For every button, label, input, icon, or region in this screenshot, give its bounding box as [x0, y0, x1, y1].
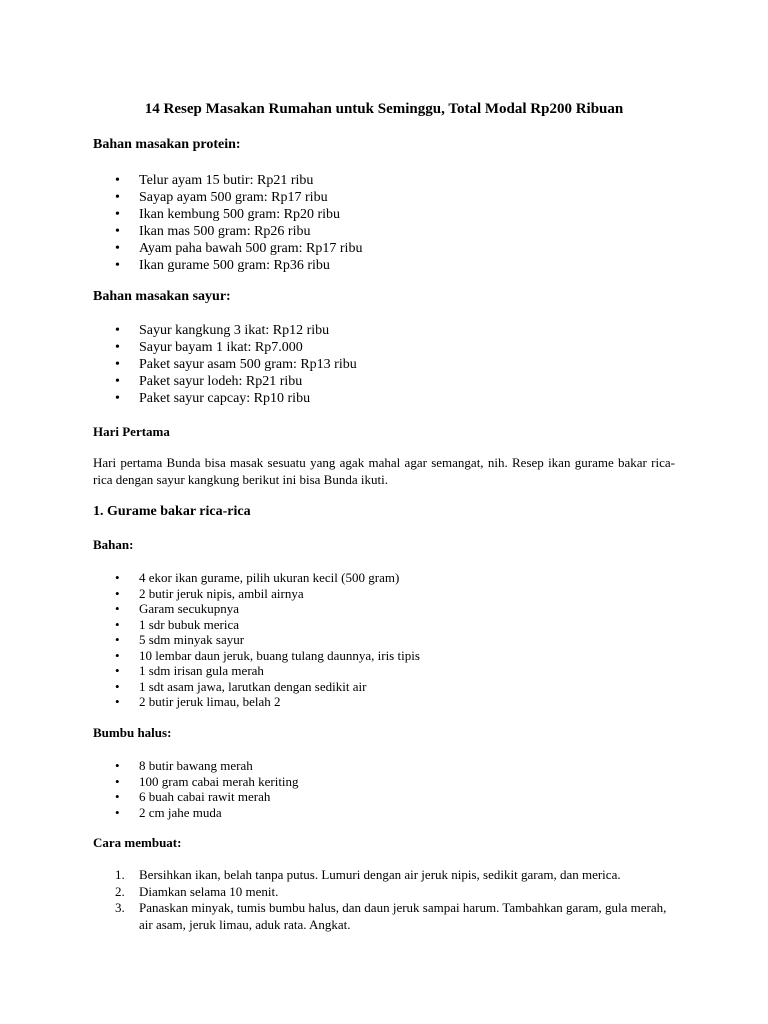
list-item: • Ikan gurame 500 gram: Rp36 ribu	[93, 257, 362, 274]
step-item	[93, 867, 675, 884]
protein-list	[93, 172, 362, 274]
sayur-list	[93, 322, 357, 407]
step-text: Diamkan selama 10 menit.	[139, 883, 279, 899]
cara-list	[93, 867, 675, 933]
list-item: • 100 gram cabai merah keriting	[93, 774, 299, 790]
cara-heading: Cara membuat:	[93, 835, 182, 850]
list-item: • Telur ayam 15 butir: Rp21 ribu	[93, 172, 362, 189]
step-number: 3.	[115, 900, 125, 915]
list-item: • 6 buah cabai rawit merah	[93, 789, 299, 805]
list-item: • Ayam paha bawah 500 gram: Rp17 ribu	[93, 240, 362, 257]
list-item: • Garam secukupnya	[93, 601, 420, 617]
list-item: • 1 sdm irisan gula merah	[93, 663, 420, 679]
step-number: 2.	[115, 883, 125, 899]
list-item: • 4 ekor ikan gurame, pilih ukuran kecil (500 gram)	[93, 570, 420, 586]
hari-pertama-paragraph: Hari pertama Bunda bisa masak sesuatu yang agak mahal agar semangat, nih. Resep ikan gurame bakar rica-rica dengan sayur kangkung berikut ini bisa Bunda ikuti.	[93, 455, 675, 487]
list-item: • Paket sayur asam 500 gram: Rp13 ribu	[93, 356, 357, 373]
hari-pertama-heading: Hari Pertama	[93, 424, 170, 439]
list-item: • Ikan mas 500 gram: Rp26 ribu	[93, 223, 362, 240]
list-item: • 1 sdr bubuk merica	[93, 617, 420, 633]
step-item	[93, 900, 675, 933]
step-text: Bersihkan ikan, belah tanpa putus. Lumuri dengan air jeruk nipis, sedikit garam, dan merica.	[139, 867, 621, 882]
step-item	[93, 884, 675, 901]
recipe-title: 1. Gurame bakar rica-rica	[93, 504, 251, 519]
list-item: • 8 butir bawang merah	[93, 758, 299, 774]
list-item: • 2 cm jahe muda	[93, 805, 299, 821]
list-item: • Paket sayur lodeh: Rp21 ribu	[93, 373, 357, 390]
list-item: • 1 sdt asam jawa, larutkan dengan sedikit air	[93, 679, 420, 695]
bumbu-heading: Bumbu halus:	[93, 725, 172, 740]
document-title: 14 Resep Masakan Rumahan untuk Seminggu, Total Modal Rp200 Ribuan	[144, 101, 624, 117]
list-item: • Sayur kangkung 3 ikat: Rp12 ribu	[93, 322, 357, 339]
list-item: • Ikan kembung 500 gram: Rp20 ribu	[93, 206, 362, 223]
step-number: 1.	[115, 867, 125, 882]
list-item: • 2 butir jeruk limau, belah 2	[93, 694, 420, 710]
list-item: • Sayur bayam 1 ikat: Rp7.000	[93, 339, 357, 356]
list-item: • 10 lembar daun jeruk, buang tulang daunnya, iris tipis	[93, 648, 420, 664]
list-item: • Sayap ayam 500 gram: Rp17 ribu	[93, 189, 362, 206]
list-item: • 2 butir jeruk nipis, ambil airnya	[93, 586, 420, 602]
sayur-heading: Bahan masakan sayur:	[93, 289, 231, 304]
protein-heading: Bahan masakan protein:	[93, 137, 241, 152]
bahan-list	[93, 570, 420, 710]
bahan-heading: Bahan:	[93, 537, 134, 552]
list-item: • Paket sayur capcay: Rp10 ribu	[93, 390, 357, 407]
bumbu-list	[93, 758, 299, 820]
step-text: Panaskan minyak, tumis bumbu halus, dan daun jeruk sampai harum. Tambahkan garam, gula merah, air asam, jeruk limau, aduk rata. Angkat.	[139, 900, 667, 932]
list-item: • 5 sdm minyak sayur	[93, 632, 420, 648]
